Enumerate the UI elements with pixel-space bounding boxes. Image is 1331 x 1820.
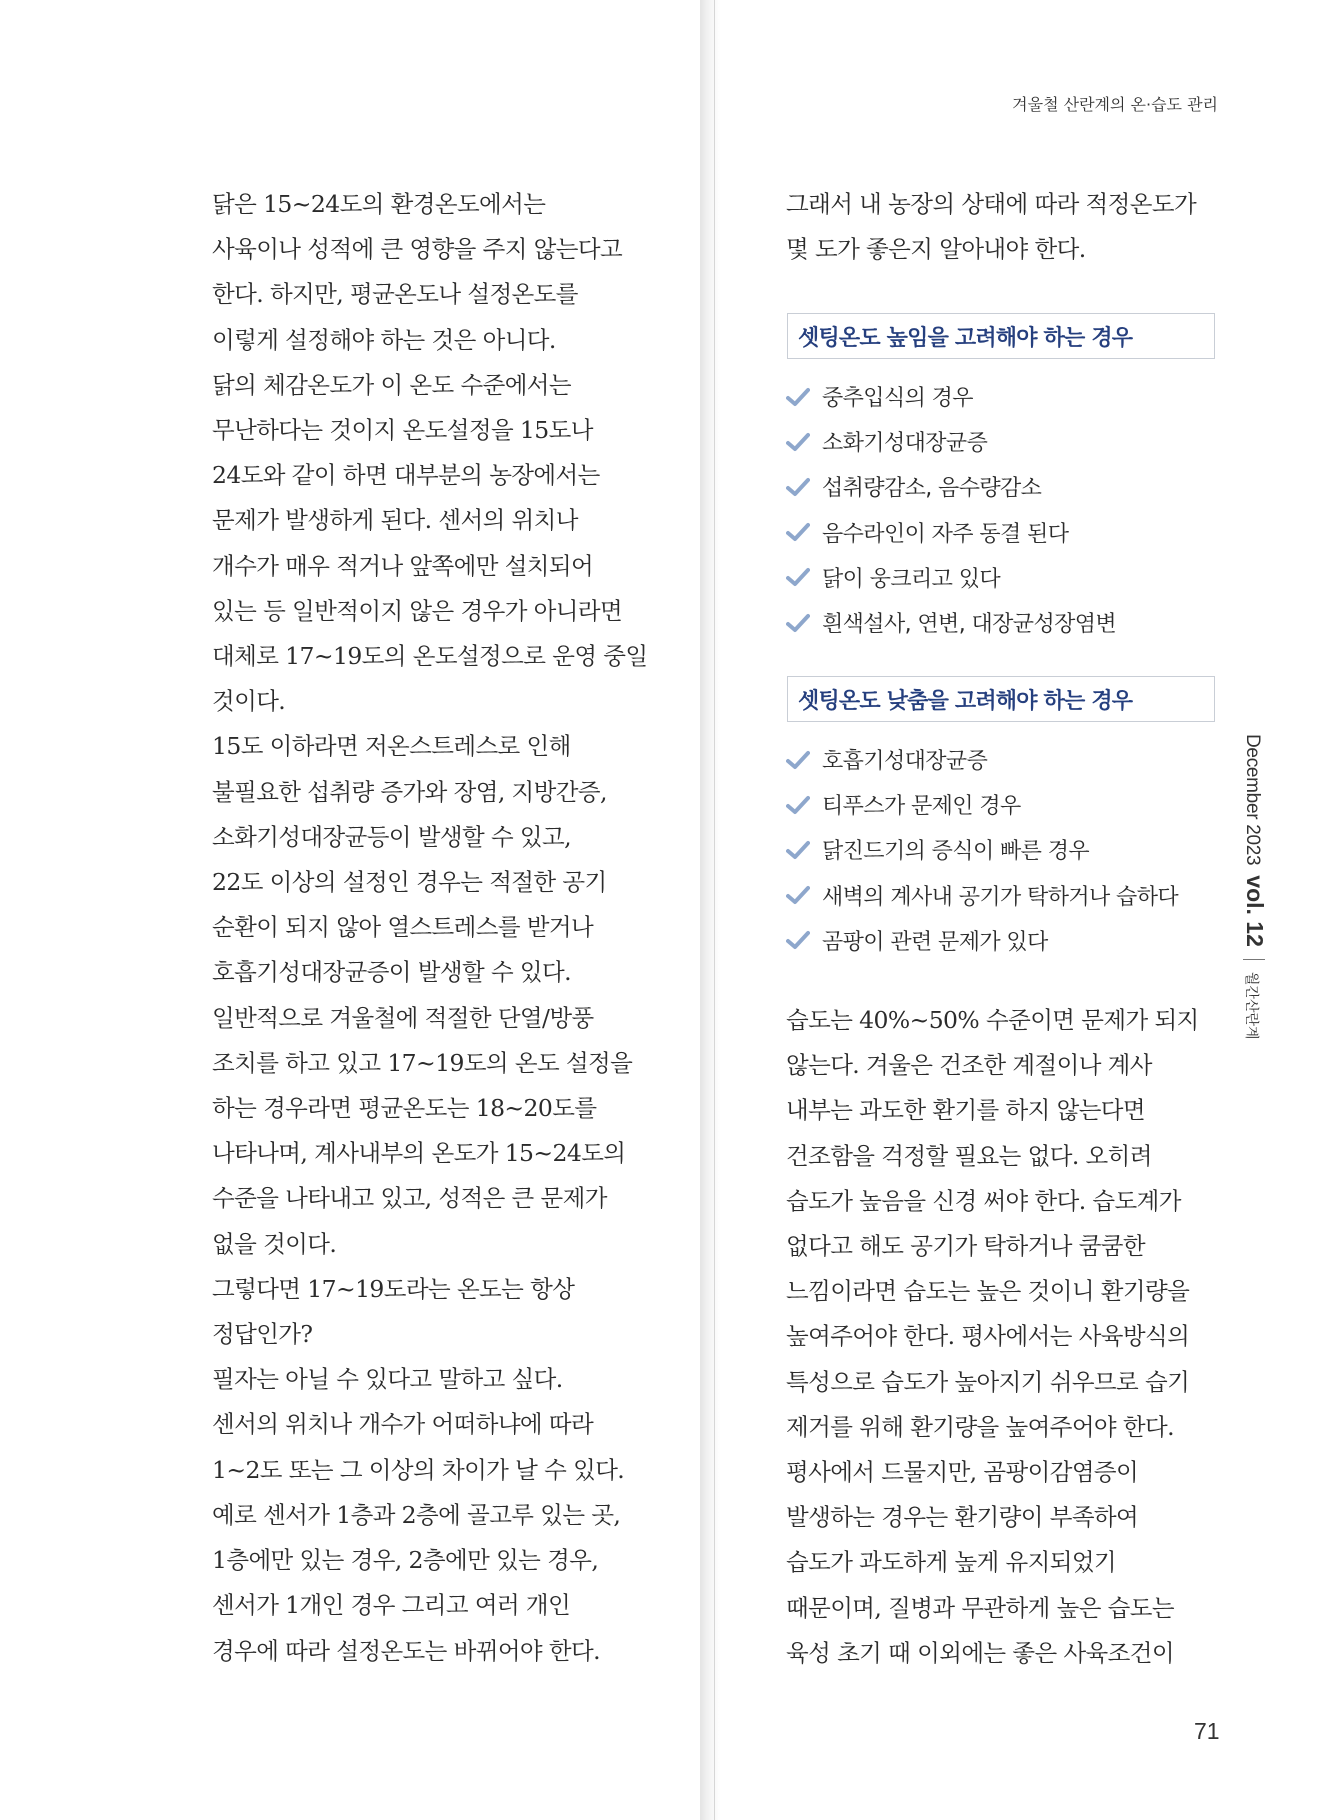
check-icon <box>786 432 810 452</box>
checklist-item-label: 티푸스가 문제인 경우 <box>822 794 1021 820</box>
side-tab-volume: vol. 12 <box>1242 875 1268 947</box>
checklist-item <box>786 737 1178 782</box>
page-gutter-shadow <box>700 0 720 1820</box>
right-column-body <box>786 998 1216 1676</box>
checklist-item <box>786 374 1116 419</box>
checklist-item <box>786 600 1116 645</box>
checklist-item-label: 중추입식의 경우 <box>822 386 973 412</box>
checklist-item-label: 소화기성대장균증 <box>822 431 988 457</box>
lower-temp-box-title: 셋팅온도 낮춤을 고려해야 하는 경우 <box>787 676 1215 722</box>
left-column-text: 닭은 15~24도의 환경온도에서는 사육이나 성적에 큰 영향을 주지 않는다고 한다. 하지만, 평균온도나 설정온도를 이렇게 설정해야 하는 것은 아니다. 닭의 체감온도가 이 온도 수준에서는 무난하다는 것이지 온도설정을 15도나 24도와 같이 하면 대부분의 농장에서는 문제가 발생하게 된다. 센서의 위치나 개수가 매우 적거나 앞쪽에만 설치되어 있는 등 일반적이지 않은 경우가 아니라면 대체로 17~19도의 온도설정으로 운영 중일 것이다. 15도 이하라면 저온스트레스로 인해 불필요한 섭취량 증가와 장염, 지방간증, 소화기성대장균등이 발생할 수 있고, 22도 이상의 설정인 경우는 적절한 공기 순환이 되지 않아 열스트레스를 받거나 호흡기성대장균증이 발생할 수 있다. 일반적으로 겨울철에 적절한 단열/방풍 조치를 하고 있고 17~19도의 온도 설정을 하는 경우라면 평균온도는 18~20도를 나타나며, 계사내부의 온도가 15~24도의 수준을 나타내고 있고, 성적은 큰 문제가 없을 것이다. 그렇다면 17~19도라는 온도는 항상 정답인가? 필자는 아닐 수 있다고 말하고 싶다. 센서의 위치나 개수가 어떠하냐에 따라 1~2도 또는 그 이상의 차이가 날 수 있다. 예로 센서가 1층과 2층에 골고루 있는 곳, 1층에만 있는 경우, 2층에만 있는 경우, 센서가 1개인 경우 그리고 여러 개인 경우에 따라 설정온도는 바뀌어야 한다. <box>212 190 648 1665</box>
checklist-item-label: 닭진드기의 증식이 빠른 경우 <box>822 839 1090 865</box>
check-icon <box>786 750 810 770</box>
raise-temp-checklist <box>786 374 1116 645</box>
check-icon <box>786 795 810 815</box>
check-icon <box>786 613 810 633</box>
checklist-item <box>786 419 1116 464</box>
check-icon <box>786 522 810 542</box>
side-tab-divider <box>1244 959 1266 960</box>
page-number: 71 <box>1194 1718 1220 1744</box>
check-icon <box>786 477 810 497</box>
check-icon <box>786 885 810 905</box>
checklist-item-label: 닭이 웅크리고 있다 <box>822 566 1001 592</box>
raise-temp-box-title: 셋팅온도 높임을 고려해야 하는 경우 <box>787 313 1215 359</box>
checklist-item <box>786 918 1178 963</box>
check-icon <box>786 567 810 587</box>
running-header: 겨울철 산란계의 온·습도 관리 <box>1012 95 1218 114</box>
checklist-item-label: 새벽의 계사내 공기가 탁하거나 습하다 <box>822 884 1179 910</box>
checklist-item-label: 음수라인이 자주 동결 된다 <box>822 521 1069 547</box>
checklist-item-label: 흰색설사, 연변, 대장균성장염변 <box>822 612 1117 638</box>
checklist-item <box>786 827 1178 872</box>
left-column <box>212 182 652 1674</box>
checklist-item-label: 호흡기성대장균증 <box>822 749 988 775</box>
right-body-text: 습도는 40%~50% 수준이면 문제가 되지 않는다. 겨울은 건조한 계절이나 계사 내부는 과도한 환기를 하지 않는다면 건조함을 걱정할 필요는 없다. 오히려 습도가 높음을 신경 써야 한다. 습도계가 없다고 해도 공기가 탁하거나 쿰쿰한 느낌이라면 습도는 높은 것이니 환기량을 높여주어야 한다. 평사에서는 사육방식의 특성으로 습도가 높아지기 쉬우므로 습기 제거를 위해 환기량을 높여주어야 한다. 평사에서 드물지만, 곰팡이감염증이 발생하는 경우는 환기량이 부족하여 습도가 과도하게 높게 유지되었기 때문이며, 질병과 무관하게 높은 습도는 육성 초기 때 이외에는 좋은 사육조건이 <box>786 1006 1199 1667</box>
checklist-item-label: 곰팡이 관련 문제가 있다 <box>822 929 1048 955</box>
checklist-item-label: 섭취량감소, 음수량감소 <box>822 476 1042 502</box>
check-icon <box>786 930 810 950</box>
lower-temp-checklist <box>786 737 1178 963</box>
right-intro-text: 그래서 내 농장의 상태에 따라 적정온도가 몇 도가 좋은지 알아내야 한다. <box>786 190 1197 264</box>
checklist-item <box>786 782 1178 827</box>
right-column-intro <box>786 182 1216 272</box>
side-tab <box>1241 734 1268 1040</box>
check-icon <box>786 387 810 407</box>
checklist-item <box>786 873 1178 918</box>
side-tab-magazine: 월간산란계 <box>1243 971 1259 1040</box>
checklist-item <box>786 510 1116 555</box>
check-icon <box>786 840 810 860</box>
page-gutter-line <box>714 0 715 1820</box>
checklist-item <box>786 555 1116 600</box>
side-tab-month: December 2023 <box>1242 734 1263 866</box>
checklist-item <box>786 464 1116 509</box>
